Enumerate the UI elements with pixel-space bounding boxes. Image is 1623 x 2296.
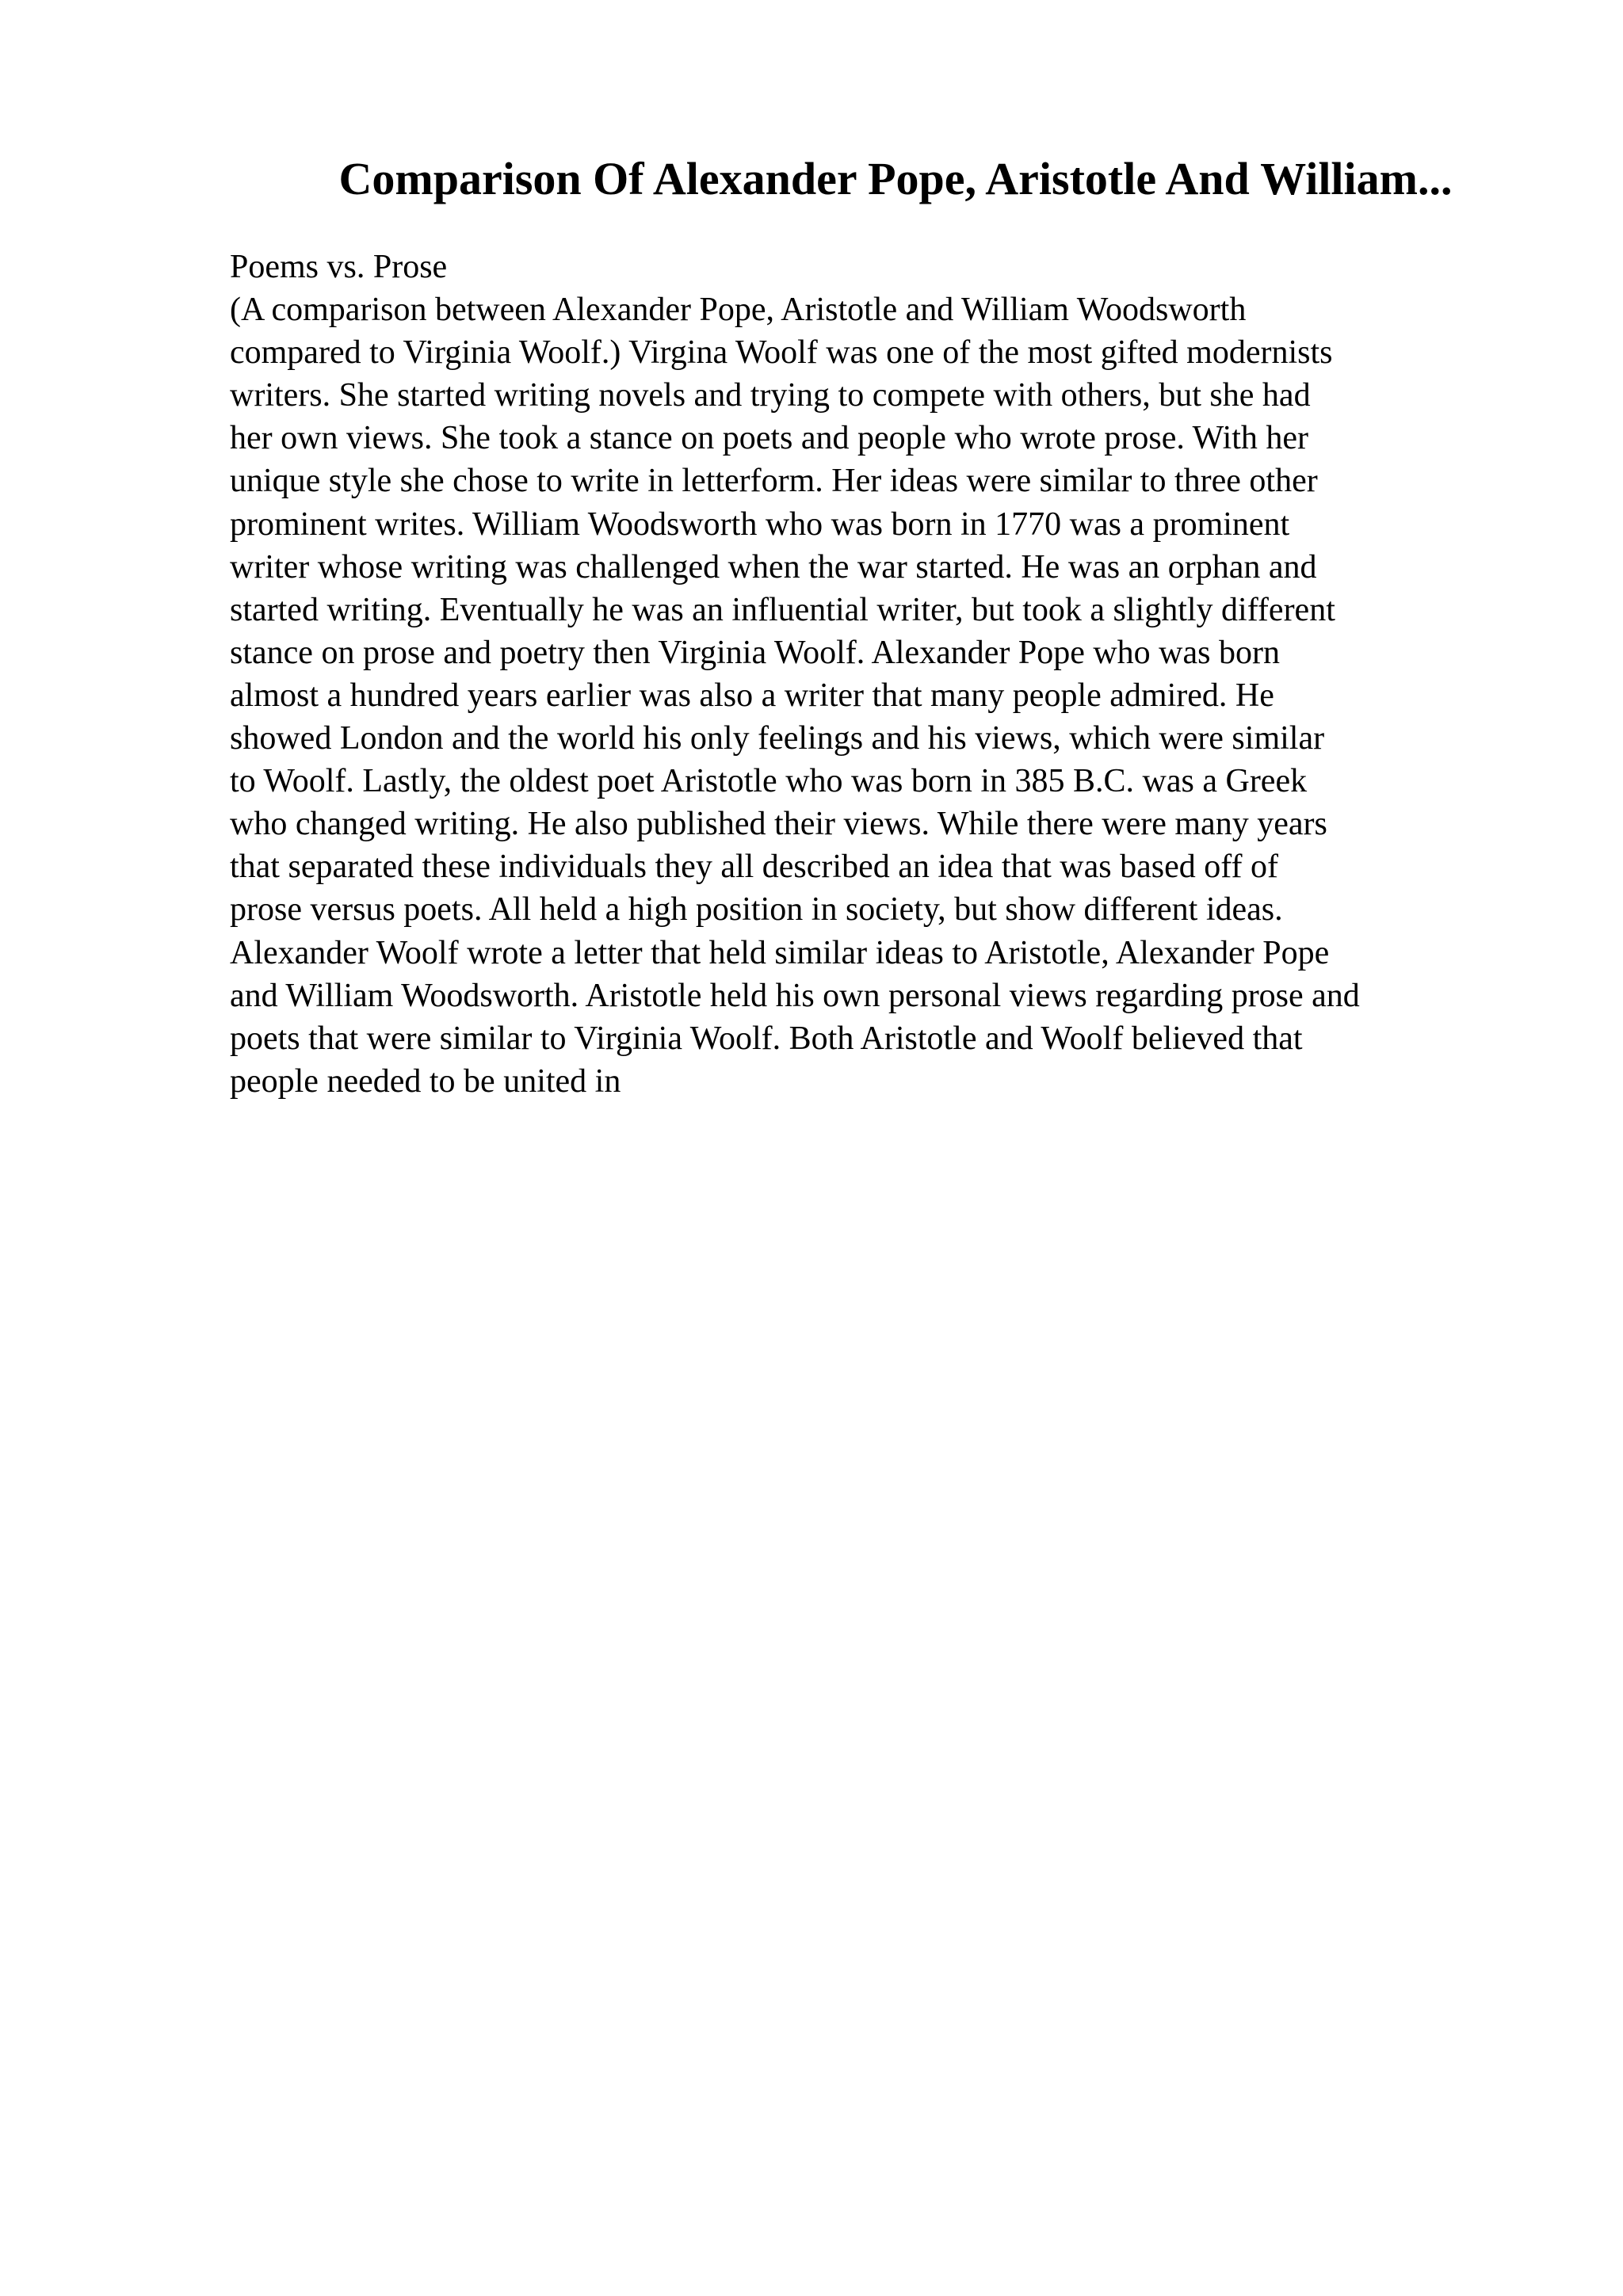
text-line: writers. She started writing novels and trying to compete with others, but she had — [230, 377, 1311, 414]
text-line: and William Woodsworth. Aristotle held his own personal views regarding prose and — [230, 977, 1360, 1014]
text-line: compared to Virginia Woolf.) Virgina Woolf was one of the most gifted modernists — [230, 334, 1333, 372]
text-line: started writing. Eventually he was an influential writer, but took a slightly different — [230, 591, 1335, 628]
text-line: her own views. She took a stance on poets and people who wrote prose. With her — [230, 420, 1309, 457]
document-body — [230, 246, 1593, 1103]
text-line: Alexander Woolf wrote a letter that held similar ideas to Aristotle, Alexander Pope — [230, 934, 1330, 971]
text-line: prominent writes. William Woodsworth who was born in 1770 was a prominent — [230, 505, 1290, 543]
text-line: people needed to be united in — [230, 1062, 621, 1100]
text-line: showed London and the world his only feelings and his views, which were similar — [230, 720, 1325, 757]
text-line: that separated these individuals they all described an idea that was based off of — [230, 849, 1278, 886]
text-line: who changed writing. He also published their views. While there were many years — [230, 806, 1327, 843]
text-line: almost a hundred years earlier was also a writer that many people admired. He — [230, 677, 1274, 714]
text-line: Poems vs. Prose — [230, 249, 448, 285]
text-line: stance on prose and poetry then Virginia Woolf. Alexander Pope who was born — [230, 634, 1280, 671]
document-title: Comparison Of Alexander Pope, Aristotle And William... — [338, 153, 1453, 204]
text-line: unique style she chose to write in letterform. Her ideas were similar to three other — [230, 463, 1318, 500]
text-line: (A comparison between Alexander Pope, Aristotle and William Woodsworth — [230, 292, 1247, 329]
text-line: prose versus poets. All held a high position in society, but show different ideas. — [230, 891, 1283, 929]
text-line: to Woolf. Lastly, the oldest poet Aristotle who was born in 385 B.C. was a Greek — [230, 763, 1308, 800]
text-line: poets that were similar to Virginia Woolf. Both Aristotle and Woolf believed that — [230, 1020, 1303, 1057]
text-line: writer whose writing was challenged when the war started. He was an orphan and — [230, 548, 1317, 585]
